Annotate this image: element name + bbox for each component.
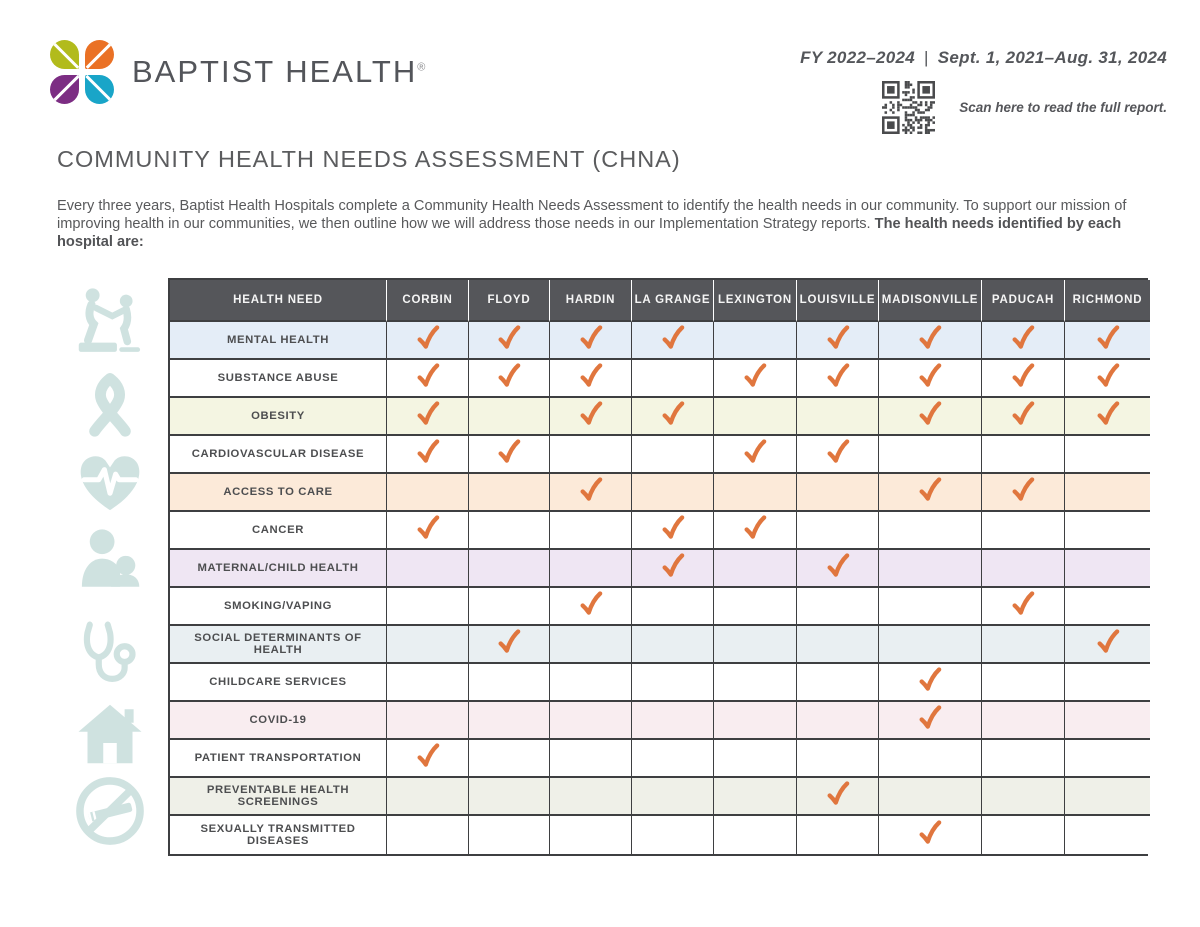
brand-name-text: BAPTIST HEALTH [132, 54, 418, 89]
health-need-label: PATIENT TRANSPORTATION [170, 740, 387, 778]
check-icon [821, 322, 853, 354]
check-icon [656, 322, 688, 354]
check-cell [982, 588, 1065, 626]
check-cell [550, 360, 632, 398]
check-icon [914, 360, 946, 392]
check-cell [387, 436, 469, 474]
empty-cell [714, 816, 797, 854]
empty-cell [387, 664, 469, 702]
empty-cell [469, 550, 550, 588]
check-icon [411, 322, 443, 354]
health-need-label: COVID-19 [170, 702, 387, 740]
intro-text: Every three years, Baptist Health Hospitals complete a Community Health Needs Assessment to identify the health needs in our community. To support our mission of improving health in our communities, we then outline how we will address those needs in our Implementation Strategy reports. [57, 198, 1127, 233]
check-icon [411, 512, 443, 544]
empty-cell [714, 398, 797, 436]
check-icon [1091, 626, 1123, 658]
empty-cell [632, 702, 714, 740]
health-need-label: ACCESS TO CARE [170, 474, 387, 512]
qr-code [882, 81, 935, 134]
check-cell [1065, 398, 1150, 436]
empty-cell [797, 626, 879, 664]
empty-cell [469, 588, 550, 626]
empty-cell [1065, 664, 1150, 702]
empty-cell [1065, 550, 1150, 588]
empty-cell [387, 816, 469, 854]
check-cell [387, 740, 469, 778]
empty-cell [469, 474, 550, 512]
empty-cell [550, 436, 632, 474]
health-need-label: MENTAL HEALTH [170, 322, 387, 360]
empty-cell [387, 550, 469, 588]
health-need-label: OBESITY [170, 398, 387, 436]
empty-cell [550, 664, 632, 702]
empty-cell [550, 512, 632, 550]
empty-cell [469, 740, 550, 778]
check-cell [387, 322, 469, 360]
check-cell [1065, 626, 1150, 664]
date-range: Sept. 1, 2021–Aug. 31, 2024 [937, 48, 1167, 67]
health-need-label: SUBSTANCE ABUSE [170, 360, 387, 398]
empty-cell [1065, 436, 1150, 474]
health-need-label: CHILDCARE SERVICES [170, 664, 387, 702]
empty-cell [469, 702, 550, 740]
leaf-teal-icon [85, 75, 114, 104]
check-icon [914, 664, 946, 696]
empty-cell [1065, 512, 1150, 550]
check-icon [739, 436, 771, 468]
check-icon [914, 322, 946, 354]
check-cell [879, 398, 982, 436]
home-icon [70, 700, 150, 768]
empty-cell [982, 740, 1065, 778]
check-icon [493, 322, 525, 354]
check-cell [469, 322, 550, 360]
empty-cell [982, 778, 1065, 816]
empty-cell [879, 740, 982, 778]
check-icon [1007, 322, 1039, 354]
check-cell [879, 702, 982, 740]
empty-cell [714, 322, 797, 360]
check-cell [632, 322, 714, 360]
column-header-hospital: CORBIN [387, 280, 469, 322]
no-smoking-icon [70, 774, 150, 848]
empty-cell [982, 816, 1065, 854]
empty-cell [387, 702, 469, 740]
empty-cell [387, 626, 469, 664]
check-cell [797, 322, 879, 360]
empty-cell [469, 778, 550, 816]
empty-cell [797, 702, 879, 740]
brand-name [132, 54, 427, 90]
health-need-label: PREVENTABLE HEALTH SCREENINGS [170, 778, 387, 816]
check-icon [914, 702, 946, 734]
health-need-label: SOCIAL DETERMINANTS OF HEALTH [170, 626, 387, 664]
check-cell [879, 360, 982, 398]
check-icon [1007, 588, 1039, 620]
check-cell [469, 360, 550, 398]
empty-cell [469, 512, 550, 550]
check-icon [1007, 398, 1039, 430]
column-header-hospital: LA GRANGE [632, 280, 714, 322]
column-header-hospital: HARDIN [550, 280, 632, 322]
check-cell [879, 322, 982, 360]
check-icon [821, 436, 853, 468]
empty-cell [550, 626, 632, 664]
check-icon [656, 398, 688, 430]
empty-cell [469, 664, 550, 702]
empty-cell [550, 550, 632, 588]
check-icon [914, 398, 946, 430]
check-cell [797, 778, 879, 816]
check-cell [982, 474, 1065, 512]
empty-cell [550, 740, 632, 778]
empty-cell [632, 778, 714, 816]
column-header-hospital: RICHMOND [1065, 280, 1150, 322]
check-cell [879, 664, 982, 702]
empty-cell [632, 740, 714, 778]
empty-cell [714, 740, 797, 778]
check-icon [411, 740, 443, 772]
chna-table [168, 278, 1148, 856]
check-icon [493, 436, 525, 468]
check-icon [574, 474, 606, 506]
empty-cell [550, 778, 632, 816]
check-cell [797, 360, 879, 398]
check-icon [1091, 360, 1123, 392]
empty-cell [982, 550, 1065, 588]
empty-cell [632, 588, 714, 626]
empty-cell [797, 816, 879, 854]
baptist-health-logo [50, 40, 427, 104]
empty-cell [982, 702, 1065, 740]
check-cell [387, 512, 469, 550]
check-cell [632, 550, 714, 588]
empty-cell [1065, 474, 1150, 512]
check-cell [550, 322, 632, 360]
empty-cell [879, 778, 982, 816]
check-icon [821, 778, 853, 810]
page-title: COMMUNITY HEALTH NEEDS ASSESSMENT (CHNA) [57, 146, 681, 172]
empty-cell [879, 588, 982, 626]
leaf-orange-icon [85, 40, 114, 69]
fiscal-year-line [800, 48, 1167, 68]
empty-cell [632, 360, 714, 398]
empty-cell [1065, 816, 1150, 854]
heart-pulse-icon [70, 446, 150, 518]
check-cell [550, 474, 632, 512]
empty-cell [714, 626, 797, 664]
intro-bold-text: The health needs identified by each hospital are: [57, 216, 1122, 251]
health-need-label: SMOKING/VAPING [170, 588, 387, 626]
empty-cell [632, 474, 714, 512]
column-header-hospital: LEXINGTON [714, 280, 797, 322]
empty-cell [387, 778, 469, 816]
check-icon [574, 398, 606, 430]
check-cell [632, 512, 714, 550]
check-cell [1065, 322, 1150, 360]
check-cell [387, 398, 469, 436]
check-icon [411, 398, 443, 430]
empty-cell [879, 626, 982, 664]
empty-cell [1065, 740, 1150, 778]
empty-cell [714, 664, 797, 702]
check-icon [574, 588, 606, 620]
check-icon [821, 360, 853, 392]
column-header-hospital: PADUCAH [982, 280, 1065, 322]
check-icon [739, 512, 771, 544]
intro-paragraph [57, 197, 1149, 251]
check-icon [1007, 360, 1039, 392]
check-cell [797, 436, 879, 474]
empty-cell [387, 474, 469, 512]
empty-cell [982, 664, 1065, 702]
check-icon [914, 474, 946, 506]
check-cell [982, 322, 1065, 360]
empty-cell [1065, 702, 1150, 740]
check-icon [739, 360, 771, 392]
check-icon [574, 360, 606, 392]
empty-cell [797, 664, 879, 702]
column-header-hospital: FLOYD [469, 280, 550, 322]
check-cell [469, 436, 550, 474]
empty-cell [982, 436, 1065, 474]
column-header-hospital: LOUISVILLE [797, 280, 879, 322]
scan-instruction: Scan here to read the full report. [959, 100, 1167, 115]
empty-cell [797, 512, 879, 550]
check-cell [387, 360, 469, 398]
check-cell [879, 816, 982, 854]
empty-cell [797, 740, 879, 778]
check-icon [914, 817, 946, 849]
empty-cell [714, 474, 797, 512]
empty-cell [797, 398, 879, 436]
fiscal-year: FY 2022–2024 [800, 48, 915, 67]
check-cell [982, 360, 1065, 398]
health-need-label: SEXUALLY TRANSMITTED DISEASES [170, 816, 387, 854]
check-cell [714, 436, 797, 474]
column-header-hospital: MADISONVILLE [879, 280, 982, 322]
empty-cell [1065, 588, 1150, 626]
empty-cell [714, 702, 797, 740]
registered-mark: ® [417, 61, 428, 74]
check-icon [411, 360, 443, 392]
empty-cell [714, 778, 797, 816]
empty-cell [469, 398, 550, 436]
check-icon [574, 322, 606, 354]
check-icon [656, 550, 688, 582]
health-need-label: MATERNAL/CHILD HEALTH [170, 550, 387, 588]
check-cell [714, 512, 797, 550]
empty-cell [879, 550, 982, 588]
check-cell [550, 398, 632, 436]
awareness-ribbon-icon [70, 368, 150, 444]
empty-cell [714, 550, 797, 588]
check-icon [1091, 322, 1123, 354]
leaf-green-icon [50, 40, 79, 69]
empty-cell [879, 436, 982, 474]
check-cell [469, 626, 550, 664]
column-header-health-need: HEALTH NEED [170, 280, 387, 322]
empty-cell [550, 816, 632, 854]
check-cell [797, 550, 879, 588]
leaf-purple-icon [50, 75, 79, 104]
empty-cell [469, 816, 550, 854]
empty-cell [387, 588, 469, 626]
parent-child-icon [70, 524, 150, 600]
check-cell [1065, 360, 1150, 398]
empty-cell [632, 816, 714, 854]
check-cell [982, 398, 1065, 436]
logo-leaves-icon [50, 40, 114, 104]
empty-cell [797, 474, 879, 512]
empty-cell [714, 588, 797, 626]
check-icon [821, 550, 853, 582]
check-cell [714, 360, 797, 398]
health-need-label: CARDIOVASCULAR DISEASE [170, 436, 387, 474]
stethoscope-icon [70, 614, 150, 692]
empty-cell [982, 512, 1065, 550]
empty-cell [797, 588, 879, 626]
empty-cell [632, 664, 714, 702]
empty-cell [550, 702, 632, 740]
scan-row [882, 81, 1167, 134]
check-icon [493, 360, 525, 392]
check-icon [1091, 398, 1123, 430]
check-icon [411, 436, 443, 468]
caregiver-assist-icon [70, 286, 150, 360]
empty-cell [879, 512, 982, 550]
health-need-label: CANCER [170, 512, 387, 550]
separator: | [924, 48, 929, 67]
empty-cell [632, 436, 714, 474]
check-icon [1007, 474, 1039, 506]
check-icon [493, 626, 525, 658]
empty-cell [982, 626, 1065, 664]
check-cell [632, 398, 714, 436]
check-icon [656, 512, 688, 544]
empty-cell [1065, 778, 1150, 816]
check-cell [879, 474, 982, 512]
empty-cell [632, 626, 714, 664]
check-cell [550, 588, 632, 626]
